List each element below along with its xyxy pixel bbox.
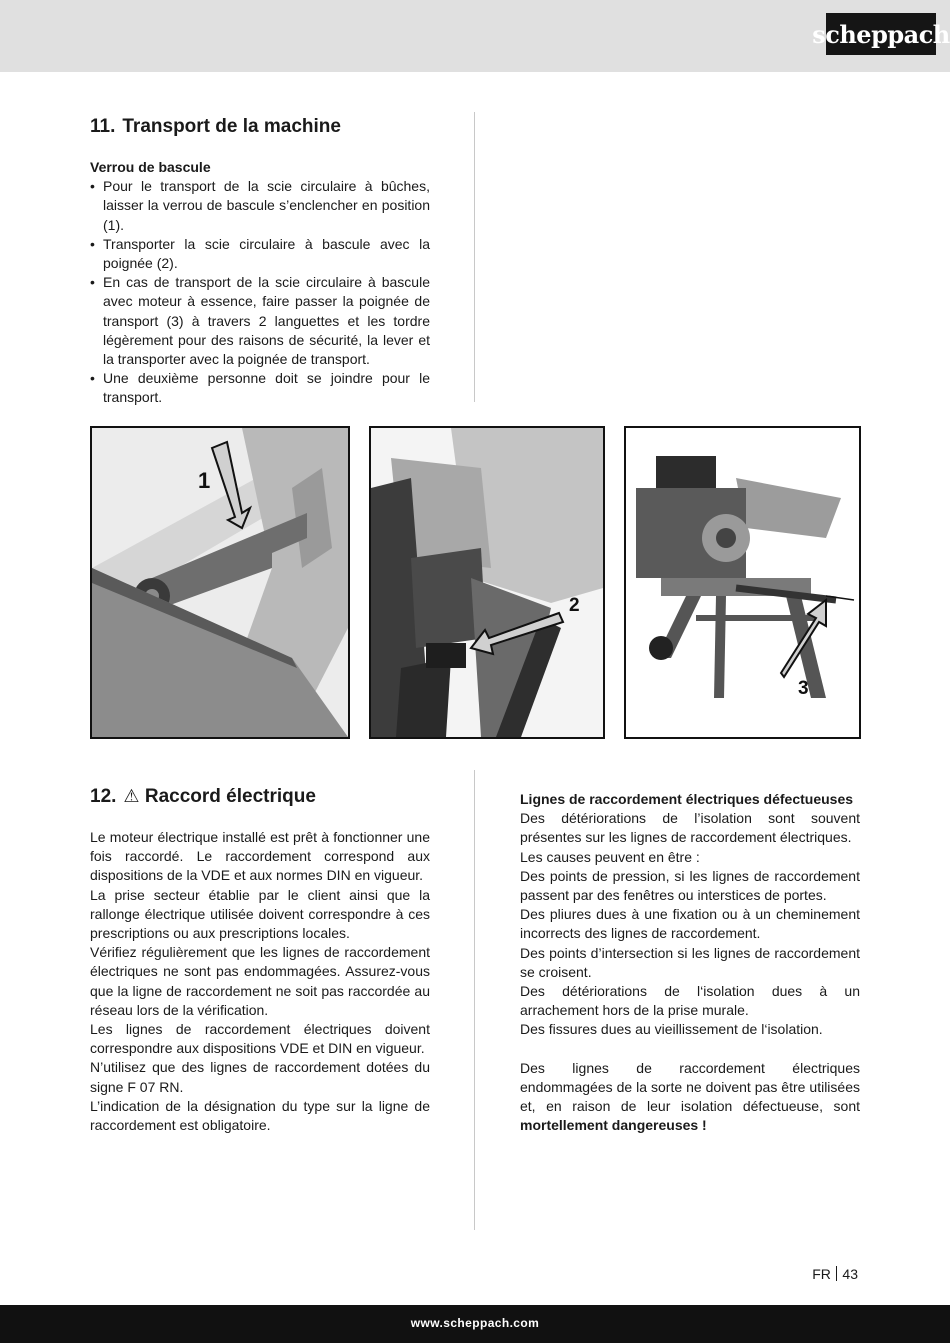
section-11-title-text: Transport de la machine [122, 116, 341, 137]
paragraph: Les causes peuvent en être : [520, 848, 700, 865]
figure-1-illustration [92, 428, 348, 737]
figure-3-illustration [626, 428, 859, 737]
paragraph: L’indication de la désignation du type sur la ligne de raccordement est obligatoire. [90, 1097, 430, 1134]
closing-text: Des lignes de raccordement électriques endommagées de la sorte ne doivent pas être utilisées et, en raison de leur isolation défectueuse, sont [520, 1059, 860, 1115]
section-11-bullet-list [90, 177, 430, 407]
column-divider-bottom [474, 770, 475, 1230]
paragraph: Des fissures dues au vieillissement de l‘isolation. [520, 1021, 823, 1038]
section-12-right-column [520, 790, 860, 1136]
paragraph: Vérifiez régulièrement que les lignes de raccordement électriques ne sont pas endommagées. Assurez-vous que la ligne de raccordement ne soit pas raccordée au réseau lors de la vérification. [90, 944, 430, 1018]
section-12-title [90, 786, 316, 808]
page-number-value: 43 [842, 1266, 858, 1282]
bullet-item: • En cas de transport de la scie circulaire à bascule avec moteur à essence, faire passer la poignée de transport (3) à travers 2 languettes et les tordre légèrement pour des raisons de sécurité, la lever et la transporter avec la poignée de transport. [90, 273, 430, 369]
section-11-title [90, 116, 341, 138]
bullet-item: • Transporter la scie circulaire à bascule avec la poignée (2). [90, 235, 430, 273]
paragraph: Des points d’intersection si les lignes de raccordement se croisent. [520, 944, 860, 980]
page-language: FR [812, 1266, 831, 1282]
paragraph: Des détériorations de l’isolation sont souvent présentes sur les lignes de raccordement électriques. [520, 810, 860, 846]
closing-paragraph [520, 1059, 860, 1136]
paragraph: La prise secteur établie par le client ainsi que la rallonge électrique utilisée doivent correspondre à ces prescriptions ou aux prescriptions locales. [90, 886, 430, 942]
paragraph: Des pliures dues à une fixation ou à un cheminement incorrects des lignes de raccordement. [520, 906, 860, 942]
page-number [812, 1266, 858, 1282]
footer-url: www.scheppach.com [410, 1316, 540, 1330]
column-divider-top [474, 112, 475, 402]
figure-label-3: 3 [798, 678, 809, 699]
figure-tilt-lock [90, 426, 350, 739]
paragraph: Des points de pression, si les lignes de raccordement passent par des fenêtres ou interstices de portes. [520, 867, 860, 904]
section-11-body [90, 158, 430, 408]
bullet-item: • Une deuxième personne doit se joindre pour le transport. [90, 369, 430, 407]
section-12-title-text: Raccord électrique [144, 786, 316, 807]
figure-label-1: 1 [198, 468, 211, 493]
bullet-item: • Pour le transport de la scie circulaire à bûches, laisser la verrou de bascule s’enclencher en position (1). [90, 177, 430, 235]
page-number-separator [836, 1266, 838, 1281]
header-bar [0, 0, 950, 72]
figure-handle [369, 426, 605, 739]
warning-icon: ⚠ [123, 786, 140, 806]
figure-label-2: 2 [569, 595, 580, 616]
paragraph: Les lignes de raccordement électriques doivent correspondre aux dispositions VDE et DIN en vigueur. [90, 1021, 430, 1057]
footer-bar [0, 1305, 950, 1343]
section-12-left-column [90, 828, 430, 1135]
section-12-number: 12. [90, 786, 117, 807]
brand-logo: scheppach [826, 13, 936, 55]
paragraph: Des détériorations de l‘isolation dues à un arrachement hors de la prise murale. [520, 983, 860, 1019]
figure-transport-handle [624, 426, 861, 739]
defective-lines-heading: Lignes de raccordement électriques défectueuses [520, 791, 854, 807]
paragraph: N’utilisez que des lignes de raccordement dotées du signe F 07 RN. [90, 1059, 430, 1095]
section-11-number: 11. [90, 116, 116, 137]
closing-warning-bold: mortellement dangereuses ! [520, 1117, 707, 1134]
paragraph: Le moteur électrique installé est prêt à fonctionner une fois raccordé. Le raccordement correspond aux dispositions de la VDE et aux normes DIN en vigueur. [90, 829, 430, 884]
figure-2-illustration [371, 428, 603, 737]
section-11-subheading: Verrou de bascule [90, 159, 211, 175]
